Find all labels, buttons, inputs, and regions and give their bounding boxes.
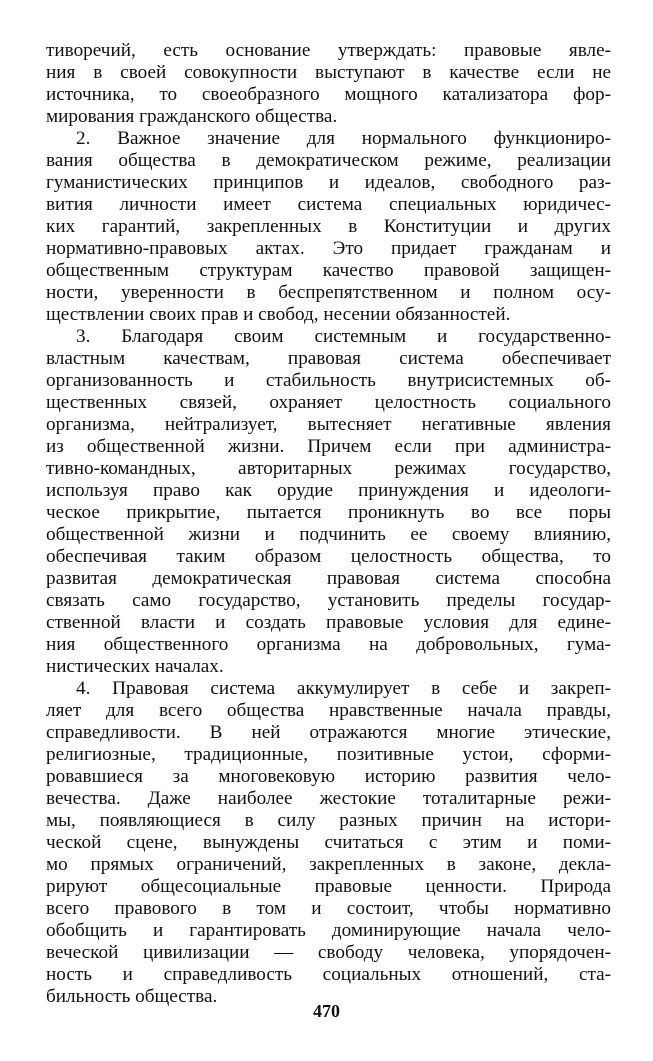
text-line: властным качествам, правовая система обеспечивает [46,348,611,369]
text-line: ческой сцене, вынуждены считаться с этим и поми- [46,832,611,853]
text-line: веческой цивилизации — свободу человека, упорядочен- [46,942,611,963]
page-text [46,40,611,1008]
text-line: тиворечий, есть основание утверждать: правовые явле- [46,40,611,61]
paragraph-2-first-line: 2. Важное значение для нормального функциониро- [76,128,611,149]
text-line: ляет для всего общества нравственные начала правды, [46,700,611,721]
text-line: организма, нейтрализует, вытесняет негативные явления [46,414,611,435]
text-line: вания общества в демократическом режиме, реализации [46,150,611,171]
text-line: мирования гражданского общества. [46,106,338,127]
text-line: бильность общества. [46,986,218,1007]
text-line: используя право как орудие принуждения и идеологи- [46,480,611,501]
text-line: ровавшиеся за многовековую историю развития чело- [46,766,611,787]
text-line: нормативно-правовых актах. Это придает гражданам и [46,238,611,259]
text-line: развитая демократическая правовая система способна [46,568,611,589]
text-line: мы, появляющиеся в силу разных причин на истори- [46,810,611,831]
text-line: организованность и стабильность внутрисистемных об- [46,370,611,391]
text-line: щественных связей, охраняет целостность социального [46,392,611,413]
text-line: вечества. Даже наиболее жестокие тоталитарные режи- [46,788,611,809]
text-line: гуманистических принципов и идеалов, свободного раз- [46,172,611,193]
text-line: общественной жизни и подчинить ее своему влиянию, [46,524,611,545]
text-line: ственной власти и создать правовые условия для едине- [46,612,611,633]
text-line: нистических началах. [46,656,224,677]
text-line: ности, уверенности в беспрепятственном и полном осу- [46,282,611,303]
text-line: из общественной жизни. Причем если при администра- [46,436,611,457]
text-line: ществлении своих прав и свобод, несении обязанностей. [46,304,511,325]
paragraph-4-first-line: 4. Правовая система аккумулирует в себе и закреп- [76,678,611,699]
text-line: религиозные, традиционные, позитивные устои, сформи- [46,744,611,765]
text-line: вития личности имеет система специальных юридичес- [46,194,611,215]
text-line: ния общественного организма на добровольных, гума- [46,634,611,655]
text-line: источника, то своеобразного мощного катализатора фор- [46,84,611,105]
text-line: ких гарантий, закрепленных в Конституции и других [46,216,611,237]
text-line: ния в своей совокупности выступают в качестве если не [46,62,611,83]
paragraph-3-first-line: 3. Благодаря своим системным и государственно- [76,326,611,347]
text-line: тивно-командных, авторитарных режимах государство, [46,458,611,479]
text-line: рируют общесоциальные правовые ценности. Природа [46,876,611,897]
text-line: связать само государство, установить пределы государ- [46,590,611,611]
text-line: общественным структурам качество правовой защищен- [46,260,611,281]
text-line: всего правового в том и состоит, чтобы нормативно [46,898,611,919]
text-line: ческое прикрытие, пытается проникнуть во все поры [46,502,611,523]
page-number: 470 [313,1001,340,1021]
text-line: обобщить и гарантировать доминирующие начала чело- [46,920,611,941]
text-line: мо прямых ограничений, закрепленных в законе, декла- [46,854,611,875]
text-line: ность и справедливость социальных отношений, ста- [46,964,611,985]
text-line: справедливости. В ней отражаются многие этические, [46,722,611,743]
text-line: обеспечивая таким образом целостность общества, то [46,546,611,567]
